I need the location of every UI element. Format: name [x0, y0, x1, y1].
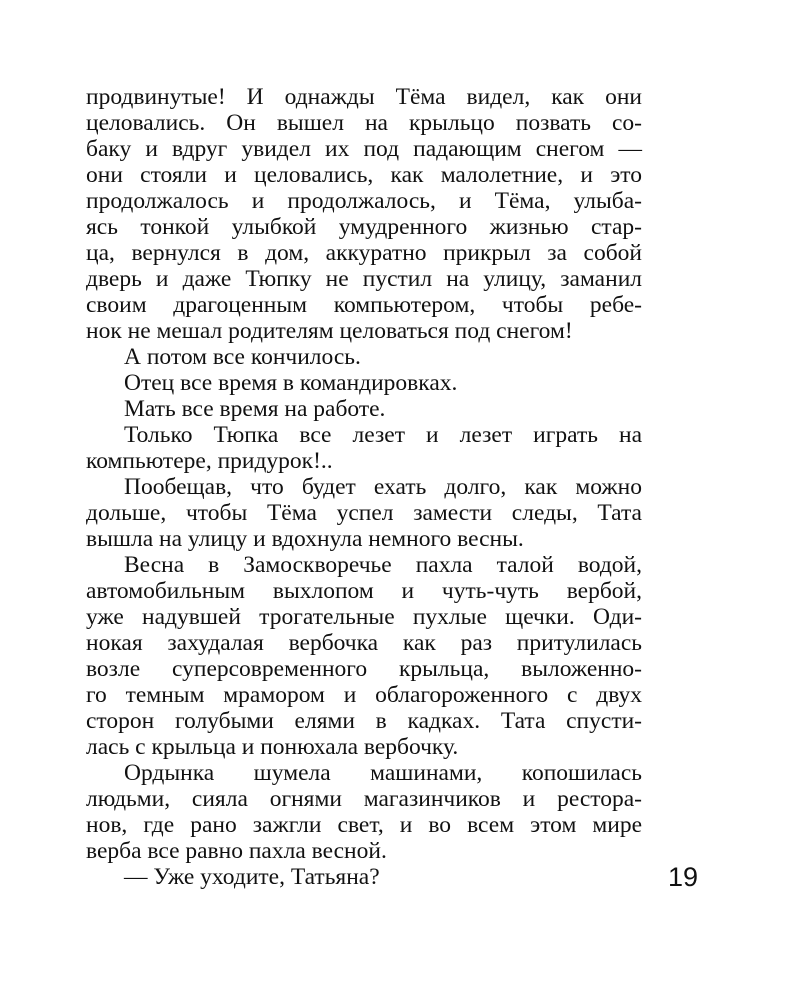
text-line: Ордынка шумела машинами, копошилась: [124, 760, 642, 786]
text-line: ца, вернулся в дом, аккуратно прикрыл за собой: [86, 240, 642, 266]
text-line: А потом все кончилось.: [124, 344, 361, 370]
text-line: дольше, чтобы Тёма успел замести следы, Тата: [86, 500, 642, 526]
text-line: автомобильным выхлопом и чуть-чуть вербой,: [86, 578, 642, 604]
body-text: [86, 84, 642, 890]
text-line: своим драгоценным компьютером, чтобы ребе-: [86, 292, 642, 318]
text-line: нов, где рано зажгли свет, и во всем этом мире: [86, 812, 642, 838]
text-line: продолжалось и продолжалось, и Тёма, улыба-: [86, 188, 642, 214]
text-line: нокая захудалая вербочка как раз притулилась: [86, 630, 642, 656]
text-line: Весна в Замоскворечье пахла талой водой,: [124, 552, 642, 578]
text-line: компьютере, придурок!..: [86, 448, 333, 474]
text-line: они стояли и целовались, как малолетние, и это: [86, 162, 642, 188]
text-line: верба все равно пахла весной.: [86, 838, 387, 864]
text-line: Только Тюпка все лезет и лезет играть на: [124, 422, 642, 448]
text-line: Мать все время на работе.: [124, 396, 386, 422]
text-line: продвинутые! И однажды Тёма видел, как они: [86, 84, 642, 110]
text-line: — Уже уходите, Татьяна?: [124, 864, 380, 890]
text-line: го темным мрамором и облагороженного с двух: [86, 682, 642, 708]
text-line: людьми, сияла огнями магазинчиков и рестора-: [86, 786, 642, 812]
text-line: сторон голубыми елями в кадках. Тата спусти-: [86, 708, 642, 734]
text-line: баку и вдруг увидел их под падающим снегом —: [86, 136, 642, 162]
text-line: Отец все время в командировках.: [124, 370, 458, 396]
text-line: уже надувшей трогательные пухлые щечки. Оди-: [86, 604, 642, 630]
text-line: Пообещав, что будет ехать долго, как можно: [124, 474, 642, 500]
page-number: 19: [668, 862, 699, 892]
text-line: дверь и даже Тюпку не пустил на улицу, заманил: [86, 266, 642, 292]
text-line: вышла на улицу и вдохнула немного весны.: [86, 526, 524, 552]
text-line: нок не мешал родителям целоваться под снегом!: [86, 318, 573, 344]
text-line: ясь тонкой улыбкой умудренного жизнью стар-: [86, 214, 642, 240]
text-line: возле суперсовременного крыльца, выложенно-: [86, 656, 642, 682]
text-line: целовались. Он вышел на крыльцо позвать со-: [86, 110, 642, 136]
text-line: лась с крыльца и понюхала вербочку.: [86, 734, 459, 760]
